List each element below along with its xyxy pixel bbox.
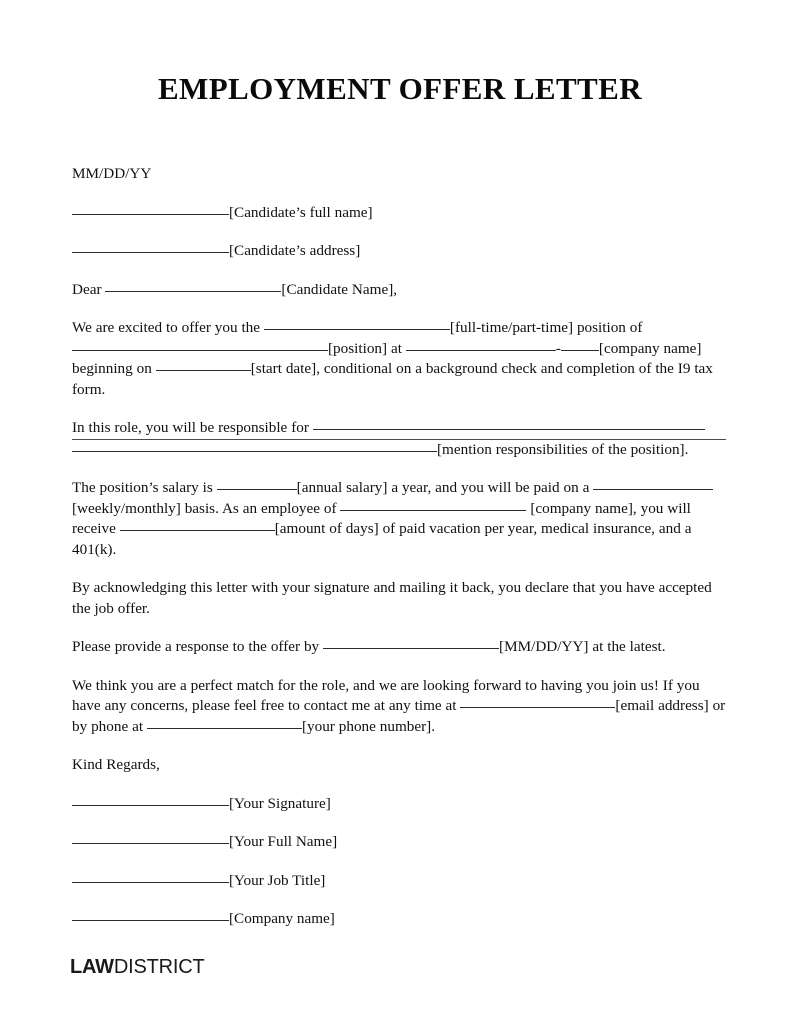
your-full-name-label: [Your Full Name] xyxy=(229,833,338,850)
responsibilities-blank-line-1[interactable] xyxy=(313,418,705,430)
spacer xyxy=(72,185,726,203)
spacer xyxy=(72,891,726,909)
spacer xyxy=(72,776,726,794)
lawdistrict-logo xyxy=(70,956,204,979)
salutation-blank[interactable] xyxy=(105,280,281,292)
offer-hyphen: - xyxy=(555,339,561,357)
offer-paragraph xyxy=(72,318,726,400)
letter-body xyxy=(72,164,726,930)
offer-text-4: [company name] beginning on xyxy=(72,339,702,377)
company-name-blank[interactable] xyxy=(72,909,229,921)
your-job-title-label: [Your Job Title] xyxy=(229,871,326,889)
annual-salary-blank[interactable] xyxy=(217,478,297,490)
your-signature-blank[interactable] xyxy=(72,794,229,806)
spacer xyxy=(72,853,726,871)
closing-text-3: [your phone number]. xyxy=(301,717,436,735)
salutation-label: [Candidate Name], xyxy=(281,280,398,298)
response-text-1: Please provide a response to the offer by xyxy=(72,638,324,655)
spacer xyxy=(72,737,726,755)
phone-number-blank[interactable] xyxy=(147,717,302,729)
candidate-name-blank[interactable] xyxy=(72,203,229,215)
salary-text-5: [amount of days] of paid vacation per year, medical insurance, and a 401(k). xyxy=(72,520,692,558)
position-blank-a[interactable] xyxy=(72,339,152,351)
sign-off: Kind Regards, xyxy=(72,756,160,773)
spacer xyxy=(72,619,726,637)
signature-line-full-name xyxy=(72,832,726,853)
spacer xyxy=(72,300,726,318)
spacer xyxy=(72,223,726,241)
employer-company-blank[interactable] xyxy=(340,499,526,511)
responsibilities-text-2: [mention responsibilities of the position]. xyxy=(437,440,689,458)
response-date-blank[interactable] xyxy=(323,637,499,649)
company-blank-a[interactable] xyxy=(406,339,556,351)
your-job-title-blank[interactable] xyxy=(72,871,229,883)
start-date-blank[interactable] xyxy=(156,359,251,371)
company-blank-b[interactable] xyxy=(561,339,599,351)
closing-text-2: [email address] or by phone at xyxy=(72,697,726,735)
candidate-address-line xyxy=(72,241,726,262)
pay-frequency-blank[interactable] xyxy=(593,478,713,490)
spacer xyxy=(72,400,726,418)
signature-line-job-title xyxy=(72,871,726,892)
offer-text-1: We are excited to offer you the xyxy=(72,319,264,336)
email-address-blank[interactable] xyxy=(460,696,615,708)
candidate-name-line xyxy=(72,203,726,224)
date-placeholder: MM/DD/YY xyxy=(72,165,152,182)
candidate-address-label: [Candidate’s address] xyxy=(229,242,361,259)
salutation-line xyxy=(72,280,726,301)
salary-text-3: [weekly/monthly] basis. As an employee of xyxy=(72,499,341,517)
salutation-prefix: Dear xyxy=(72,280,106,298)
response-paragraph xyxy=(72,637,726,658)
company-name-label: [Company name] xyxy=(229,910,335,927)
logo-secondary-text: DISTRICT xyxy=(113,956,205,978)
spacer xyxy=(72,814,726,832)
offer-text-3: [position] at xyxy=(328,339,406,357)
spacer xyxy=(72,460,726,478)
spacer xyxy=(72,560,726,578)
signature-line-company-name xyxy=(72,909,726,930)
responsibilities-text-1: In this role, you will be responsible for xyxy=(72,419,313,436)
page-title: EMPLOYMENT OFFER LETTER xyxy=(157,71,642,106)
offer-text-5: [start date], conditional on a background check and completion of the I9 tax form. xyxy=(72,360,713,398)
closing-paragraph xyxy=(72,676,726,738)
your-full-name-blank[interactable] xyxy=(72,832,229,844)
date-line xyxy=(72,164,726,185)
vacation-days-blank[interactable] xyxy=(120,519,275,531)
candidate-name-label: [Candidate’s full name] xyxy=(229,203,373,221)
signature-line-signature xyxy=(72,794,726,815)
salary-text-4: [company name], you will receive xyxy=(72,499,691,537)
salary-paragraph xyxy=(72,478,726,560)
spacer xyxy=(72,658,726,676)
responsibilities-paragraph xyxy=(72,418,726,460)
salary-text-2: [annual salary] a year, and you will be paid on a xyxy=(296,479,594,496)
acknowledgement-paragraph: By acknowledging this letter with your signature and mailing it back, you declare that you have accepted the job offer. xyxy=(72,579,712,617)
logo-primary-text: LAW xyxy=(70,956,114,978)
closing-text-1: We think you are a perfect match for the role, and we are looking forward to having you join us! If you have any concerns, please feel free to contact me at any time at xyxy=(72,676,700,714)
response-text-2: [MM/DD/YY] at the latest. xyxy=(499,638,666,655)
responsibilities-blank-line-3[interactable] xyxy=(72,440,437,452)
candidate-address-blank[interactable] xyxy=(72,241,229,253)
position-blank-b[interactable] xyxy=(152,339,328,351)
salary-text-1: The position’s salary is xyxy=(72,479,217,496)
your-signature-label: [Your Signature] xyxy=(229,794,331,812)
employment-type-blank[interactable] xyxy=(264,318,450,330)
spacer xyxy=(72,262,726,280)
offer-text-2: [full-time/part-time] position of xyxy=(449,319,643,336)
